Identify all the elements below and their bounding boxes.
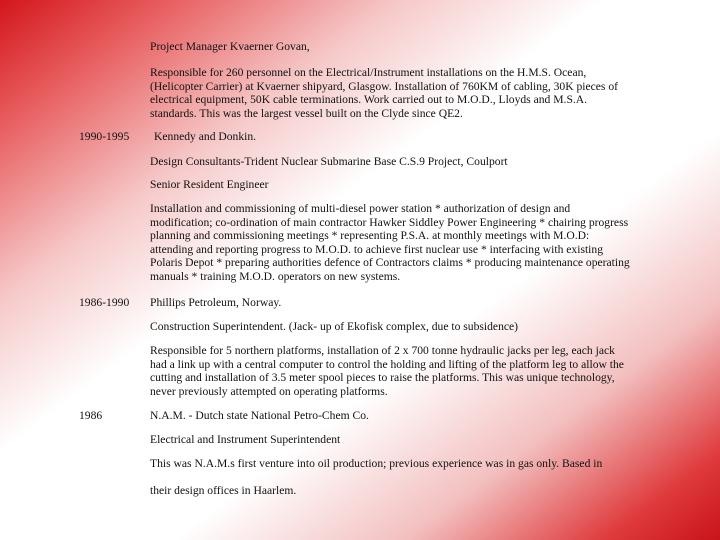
kvaerner-description: Responsible for 260 personnel on the Electrical/Instrument installations on the H.M.S. Ocean, (Helicopter Carrier) at Kvaerner shipyard, Glasgow. Installation of 760KM of cabling, 30K pieces of electrical equipment, 50K cable terminations. Work carried out to M.O.D., Lloyds and M.S.A. standards. This was the largest vessel built on the Clyde since QE2. [150, 66, 619, 120]
phillips-description: Responsible for 5 northern platforms, installation of 2 x 700 tonne hydraulic jacks per leg, each jack had a link up with a central computer to control the holding and lifting of the platform leg to allow the cutting and installation of 3.5 meter spool pieces to raise the platforms. This was unique technology, never previously attempted on operating platforms. [150, 344, 624, 398]
kvaerner-role: Project Manager Kvaerner Govan, [150, 40, 310, 53]
kennedy-subtitle: Design Consultants-Trident Nuclear Submarine Base C.S.9 Project, Coulport [150, 155, 508, 168]
phillips-company: Phillips Petroleum, Norway. [150, 296, 282, 309]
phillips-dates: 1986-1990 [79, 296, 130, 309]
kennedy-dates: 1990-1995 [79, 130, 130, 143]
nam-description-line2: their design offices in Haarlem. [150, 484, 297, 497]
nam-role: Electrical and Instrument Superintendent [150, 433, 341, 446]
nam-company: N.A.M. - Dutch state National Petro-Chem Co. [150, 409, 369, 422]
nam-description-line1: This was N.A.M.s first venture into oil production; previous experience was in gas only. Based in [150, 457, 603, 470]
nam-dates: 1986 [79, 409, 103, 422]
kennedy-description: Installation and commissioning of multi-diesel power station * authorization of design and modification; co-ordination of main contractor Hawker Siddley Power Engineering * chairing progress planning and commissioning meetings * representing P.S.A. at monthly meetings with M.O.D: attending and reporting progress to M.O.D. to achieve first nuclear use * interfacing with existing Polaris Depot * preparing authorities defence of Contractors claims * producing maintenance operating manuals * training M.O.D. operators on new systems. [150, 202, 630, 283]
kennedy-company: Kennedy and Donkin. [154, 130, 257, 143]
kennedy-role: Senior Resident Engineer [150, 178, 269, 191]
phillips-role: Construction Superintendent. (Jack- up of Ekofisk complex, due to subsidence) [150, 320, 519, 333]
